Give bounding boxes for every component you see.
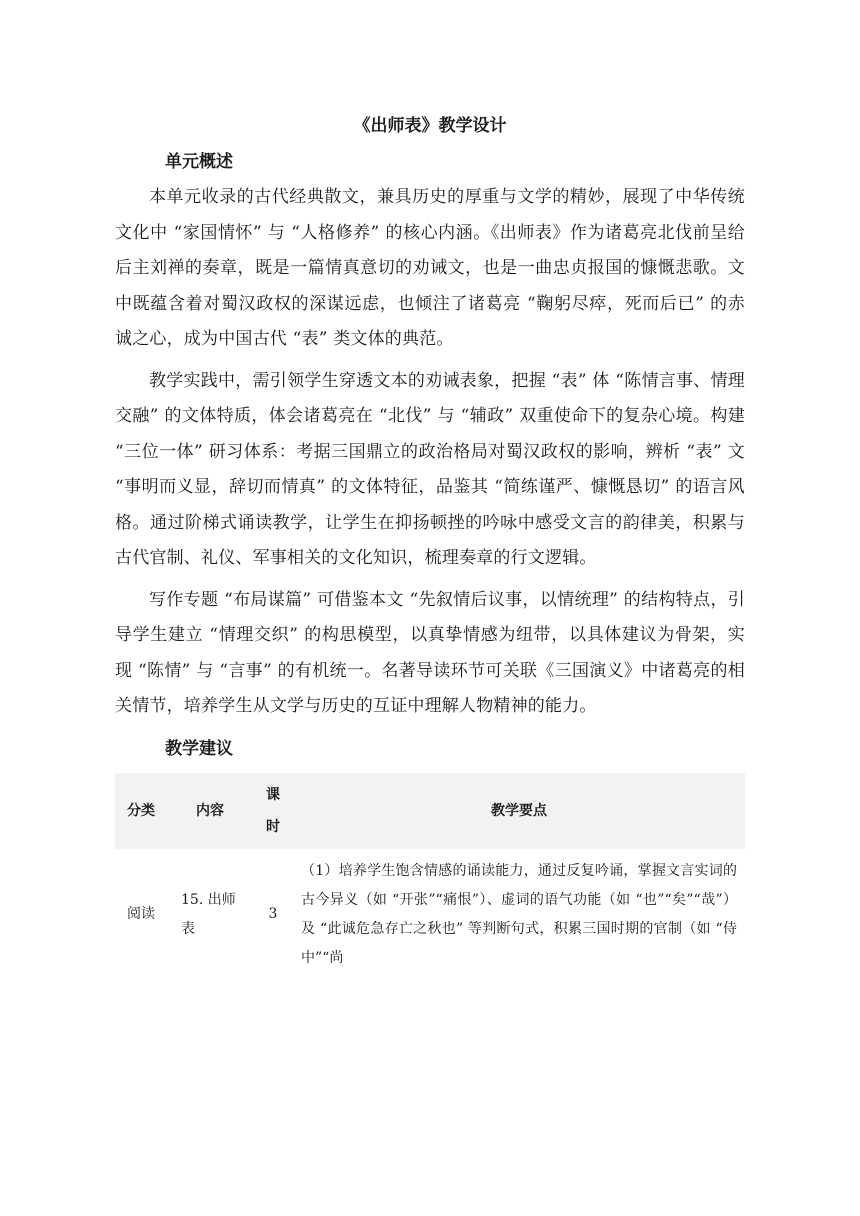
header-hours: 课时	[253, 773, 293, 849]
teaching-table-container	[115, 773, 745, 981]
overview-paragraph-3: 写作专题 “布局谋篇” 可借鉴本文 “先叙情后议事，以情统理” 的结构特点，引导学生建立 “情理交织” 的构思模型，以真挚情感为纽带，以具体建议为骨架，实现 “陈情” 与 “言事” 的有机统一。名著导读环节可关联《三国演义》中诸葛亮的相关情节，培养学生从文学与历史的互证中理解人物精神的能力。	[115, 589, 745, 716]
cell-content: 15. 出师表	[181, 891, 236, 937]
overview-paragraph-2: 教学实践中，需引领学生穿透文本的劝诫表象，把握 “表” 体 “陈情言事、情理交融” 的文体特质，体会诸葛亮在 “北伐” 与 “辅政” 双重使命下的复杂心境。构建 “三位一体” 研习体系：考据三国鼎立的政治格局对蜀汉政权的影响，辨析 “表” 文 “事明而义显，辞切而情真” 的文体特征，品鉴其 “简练谨严、慷慨恳切” 的语言风格。通过阶梯式诵读教学，让学生在抑扬顿挫的吟咏中感受文言的韵律美，积累与古代官制、礼仪、军事相关的文化知识，梳理奏章的行文逻辑。	[115, 370, 745, 568]
unit-overview-heading: 单元概述	[165, 152, 233, 172]
table-row	[115, 849, 745, 981]
teaching-suggestions-table	[115, 773, 745, 981]
overview-paragraph-1: 本单元收录的古代经典散文，兼具历史的厚重与文学的精妙，展现了中华传统文化中 “家国情怀” 与 “人格修养” 的核心内涵。《出师表》作为诸葛亮北伐前呈给后主刘禅的奏章，既是一篇情真意切的劝诫文，也是一曲忠贞报国的慷慨悲歌。文中既蕴含着对蜀汉政权的深谋远虑，也倾注了诸葛亮 “鞠躬尽瘁，死而后已” 的赤诚之心，成为中国古代 “表” 类文体的典范。	[115, 187, 745, 349]
header-category: 分类	[115, 773, 167, 849]
header-content: 内容	[167, 773, 253, 849]
table-header-row	[115, 773, 745, 849]
cell-hours: 3	[268, 906, 278, 922]
cell-points: （1）培养学生饱含情感的诵读能力，通过反复吟诵，掌握文言实词的古今异义（如 “开张”“痛恨”）、虚词的语气功能（如 “也”“矣”“哉”）及 “此诚危急存亡之秋也” 等判断句式，积累三国时期的官制（如 “侍中”“尚	[301, 862, 737, 966]
header-points: 教学要点	[293, 773, 745, 849]
document-title: 《出师表》教学设计	[353, 116, 507, 136]
cell-category: 阅读	[127, 906, 155, 922]
teaching-suggestions-heading: 教学建议	[165, 738, 233, 759]
